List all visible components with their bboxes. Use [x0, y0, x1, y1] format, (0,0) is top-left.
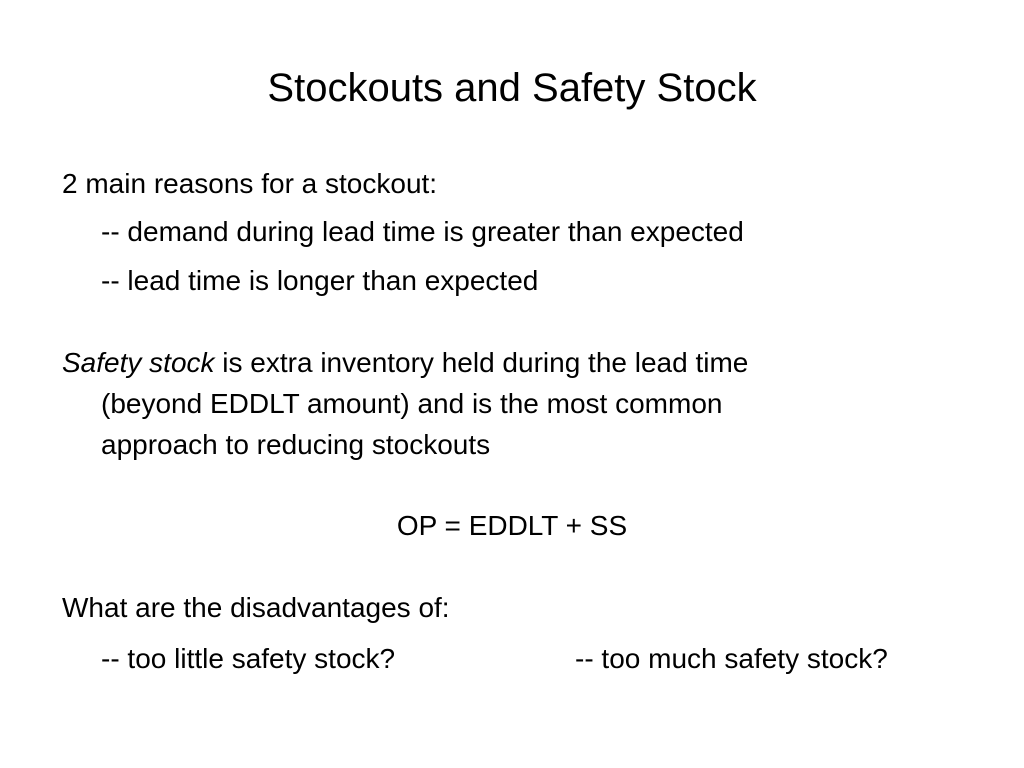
reasons-intro: 2 main reasons for a stockout:: [62, 168, 438, 199]
reason-item-demand: -- demand during lead time is greater than expected: [101, 216, 744, 247]
definition-line-1-rest: is extra inventory held during the lead time: [214, 347, 749, 378]
definition-line-3: approach to reducing stockouts: [101, 429, 491, 460]
question-text: What are the disadvantages of:: [62, 592, 450, 623]
definition-line-2: (beyond EDDLT amount) and is the most common: [101, 388, 723, 419]
reason-item-lead-time: -- lead time is longer than expected: [101, 265, 539, 296]
question-option-too-much: -- too much safety stock?: [575, 643, 888, 674]
definition-line-1: [62, 345, 748, 381]
definition-term: Safety stock: [62, 347, 215, 378]
question-option-too-little: -- too little safety stock?: [101, 643, 396, 674]
formula: OP = EDDLT + SS: [396, 510, 628, 541]
slide-title: Stockouts and Safety Stock: [267, 66, 757, 110]
